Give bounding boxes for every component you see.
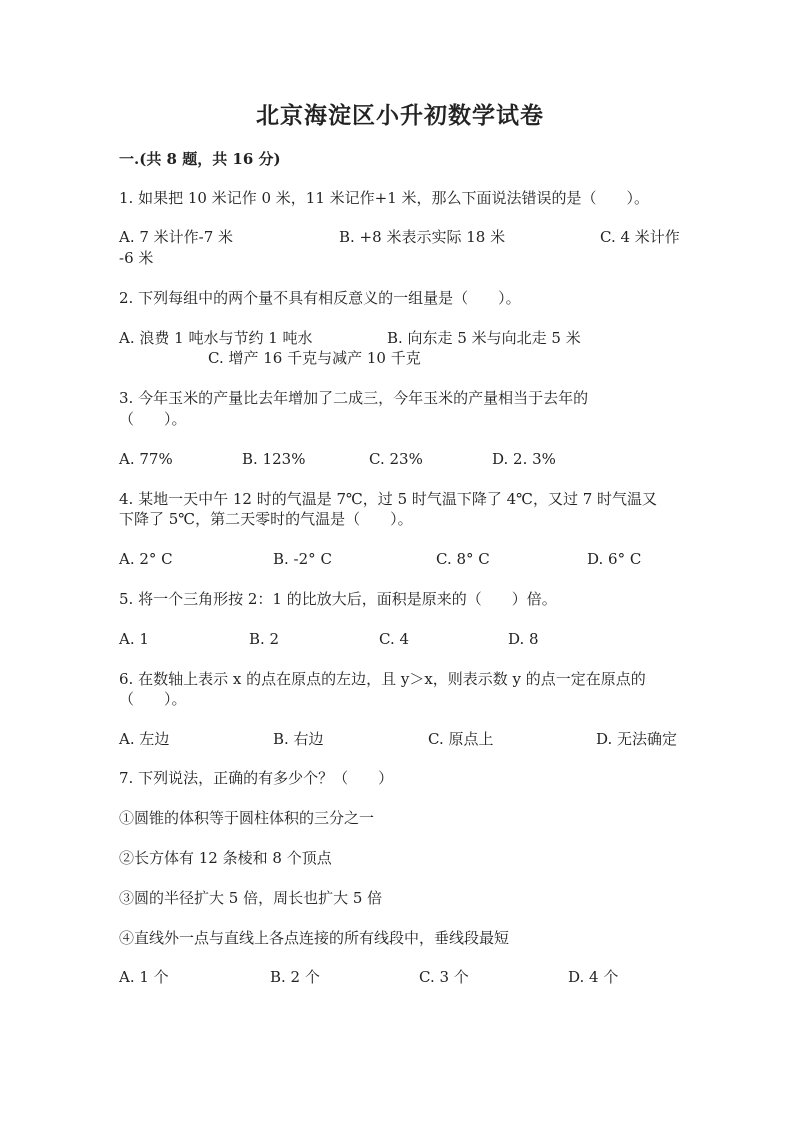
question-3-text-line-2: （ ）。 xyxy=(119,410,187,428)
question-4-option-d[interactable]: D. 6° C xyxy=(587,550,642,568)
question-7-statement-1: ①圆锥的体积等于圆柱体积的三分之一 xyxy=(119,809,375,827)
question-4-option-a[interactable]: A. 2° C xyxy=(119,550,173,568)
question-5-option-d[interactable]: D. 8 xyxy=(508,630,539,648)
question-7-text: 7. 下列说法，正确的有多少个？（ ） xyxy=(119,769,394,787)
question-5-text: 5. 将一个三角形按 2：1 的比放大后，面积是原来的（ ）倍。 xyxy=(119,590,557,608)
question-5-option-c[interactable]: C. 4 xyxy=(379,630,410,648)
question-6-option-d[interactable]: D. 无法确定 xyxy=(596,730,678,748)
question-6-option-b[interactable]: B. 右边 xyxy=(273,730,324,748)
question-3-option-b[interactable]: B. 123% xyxy=(242,450,306,468)
question-7-option-d[interactable]: D. 4 个 xyxy=(568,968,619,986)
question-4-text-line-2: 下降了 5℃，第二天零时的气温是（ ）。 xyxy=(119,510,413,528)
question-5-option-a[interactable]: A. 1 xyxy=(119,630,149,648)
question-3-option-d[interactable]: D. 2. 3% xyxy=(492,450,556,468)
question-7-statement-4: ④直线外一点与直线上各点连接的所有线段中，垂线段最短 xyxy=(119,929,510,947)
question-7-statement-3: ③圆的半径扩大 5 倍，周长也扩大 5 倍 xyxy=(119,889,383,907)
question-4-text-line-1: 4. 某地一天中午 12 时的气温是 7℃，过 5 时气温下降了 4℃，又过 7 时气温又 xyxy=(119,490,658,508)
question-7-option-c[interactable]: C. 3 个 xyxy=(419,968,469,986)
question-3-text-line-1: 3. 今年玉米的产量比去年增加了二成三，今年玉米的产量相当于去年的 xyxy=(119,389,589,407)
question-6-option-a[interactable]: A. 左边 xyxy=(119,730,170,748)
question-2-text: 2. 下列每组中的两个量不具有相反意义的一组量是（ ）。 xyxy=(119,289,521,307)
question-7-option-b[interactable]: B. 2 个 xyxy=(270,968,320,986)
question-7-option-a[interactable]: A. 1 个 xyxy=(119,968,169,986)
question-3-option-a[interactable]: A. 77% xyxy=(119,450,173,468)
question-4-option-c[interactable]: C. 8° C xyxy=(436,550,490,568)
question-1-option-c-continued: -6 米 xyxy=(119,249,154,267)
question-2-option-b[interactable]: B. 向东走 5 米与向北走 5 米 xyxy=(387,329,581,347)
question-2-option-a[interactable]: A. 浪费 1 吨水与节约 1 吨水 xyxy=(119,329,313,347)
question-3-option-c[interactable]: C. 23% xyxy=(369,450,423,468)
question-6-option-c[interactable]: C. 原点上 xyxy=(428,730,494,748)
question-5-option-b[interactable]: B. 2 xyxy=(249,630,280,648)
question-2-option-c[interactable]: C. 增产 16 千克与减产 10 千克 xyxy=(208,349,421,367)
section-heading: 一.(共 8 题，共 16 分) xyxy=(119,150,281,168)
question-1-option-a[interactable]: A. 7 米计作-7 米 xyxy=(119,228,234,246)
question-1-option-b[interactable]: B. +8 米表示实际 18 米 xyxy=(339,228,506,246)
question-6-text-line-2: （ ）。 xyxy=(119,690,187,708)
question-4-option-b[interactable]: B. -2° C xyxy=(273,550,332,568)
question-7-statement-2: ②长方体有 12 条棱和 8 个顶点 xyxy=(119,849,332,867)
question-1-text: 1. 如果把 10 米记作 0 米，11 米记作+1 米，那么下面说法错误的是（ ）。 xyxy=(119,189,650,207)
question-1-option-c[interactable]: C. 4 米计作 xyxy=(600,228,680,246)
question-6-text-line-1: 6. 在数轴上表示 x 的点在原点的左边，且 y＞x，则表示数 y 的点一定在原点的 xyxy=(119,670,646,688)
page-title: 北京海淀区小升初数学试卷 xyxy=(256,102,544,129)
